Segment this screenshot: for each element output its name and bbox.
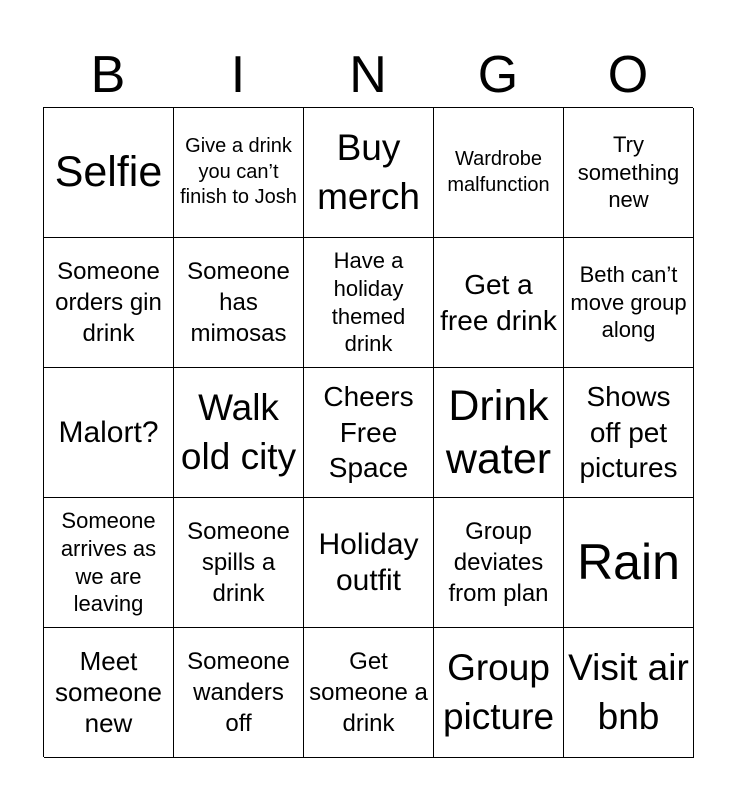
cell-text: Visit air bnb — [568, 646, 689, 737]
bingo-cell-r3-c3[interactable] — [304, 368, 434, 498]
bingo-cell-r4-c5[interactable] — [564, 498, 694, 628]
bingo-cell-r3-c1[interactable] — [44, 368, 174, 498]
header-letter-i: I — [230, 46, 246, 104]
bingo-cell-r4-c4[interactable] — [434, 498, 564, 628]
bingo-cell-r4-c2[interactable] — [174, 498, 304, 628]
bingo-cell-r1-c1[interactable] — [44, 108, 174, 238]
cell-text: Someone has mimosas — [187, 257, 290, 348]
header-letter-n: N — [349, 46, 387, 104]
bingo-cell-r1-c4[interactable] — [434, 108, 564, 238]
cell-text: Group deviates from plan — [448, 517, 549, 608]
cell-text: Cheers Free Space — [323, 380, 414, 484]
bingo-cell-r2-c4[interactable] — [434, 238, 564, 368]
bingo-cell-r5-c1[interactable] — [44, 628, 174, 758]
bingo-cell-r2-c3[interactable] — [304, 238, 434, 368]
bingo-cell-r4-c1[interactable] — [44, 498, 174, 628]
cell-text: Buy merch — [317, 126, 420, 217]
cell-text: Get someone a drink — [309, 647, 428, 738]
bingo-cell-r5-c2[interactable] — [174, 628, 304, 758]
cell-text: Give a drink you can’t finish to Josh — [180, 135, 297, 209]
cell-text: Someone orders gin drink — [55, 257, 162, 348]
cell-text: Selfie — [54, 148, 163, 197]
bingo-cell-r4-c3[interactable] — [304, 498, 434, 628]
bingo-cell-r3-c4[interactable] — [434, 368, 564, 498]
bingo-cell-r2-c2[interactable] — [174, 238, 304, 368]
bingo-board — [43, 107, 693, 757]
cell-text: Someone spills a drink — [187, 517, 290, 608]
cell-text: Meet someone new — [55, 646, 162, 738]
header-letter-g: G — [477, 46, 519, 104]
bingo-cell-r3-c5[interactable] — [564, 368, 694, 498]
bingo-cell-r1-c3[interactable] — [304, 108, 434, 238]
bingo-cell-r5-c4[interactable] — [434, 628, 564, 758]
cell-text: Group picture — [442, 646, 555, 737]
header-letter-b: B — [90, 46, 126, 104]
cell-text: Someone wanders off — [187, 647, 290, 738]
cell-text: Someone arrives as we are leaving — [60, 507, 157, 617]
bingo-cell-r5-c5[interactable] — [564, 628, 694, 758]
header-letter-o: O — [607, 46, 649, 104]
bingo-cell-r2-c5[interactable] — [564, 238, 694, 368]
bingo-cell-r3-c2[interactable] — [174, 368, 304, 498]
cell-text: Walk old city — [180, 386, 297, 477]
bingo-cell-r2-c1[interactable] — [44, 238, 174, 368]
bingo-cell-r1-c2[interactable] — [174, 108, 304, 238]
bingo-cell-r1-c5[interactable] — [564, 108, 694, 238]
cell-text: Malort? — [58, 415, 159, 449]
cell-text: Drink water — [445, 382, 552, 483]
cell-text: Beth can’t move group along — [570, 261, 687, 343]
cell-text: Shows off pet pictures — [579, 380, 678, 484]
cell-text: Have a holiday themed drink — [331, 247, 406, 357]
cell-text: Holiday outfit — [318, 527, 419, 597]
cell-text: Get a free drink — [440, 268, 557, 336]
cell-text: Rain — [577, 534, 680, 590]
cell-text: Try something new — [577, 131, 680, 213]
bingo-header — [43, 44, 693, 106]
bingo-cell-r5-c3[interactable] — [304, 628, 434, 758]
cell-text: Wardrobe malfunction — [447, 147, 550, 196]
